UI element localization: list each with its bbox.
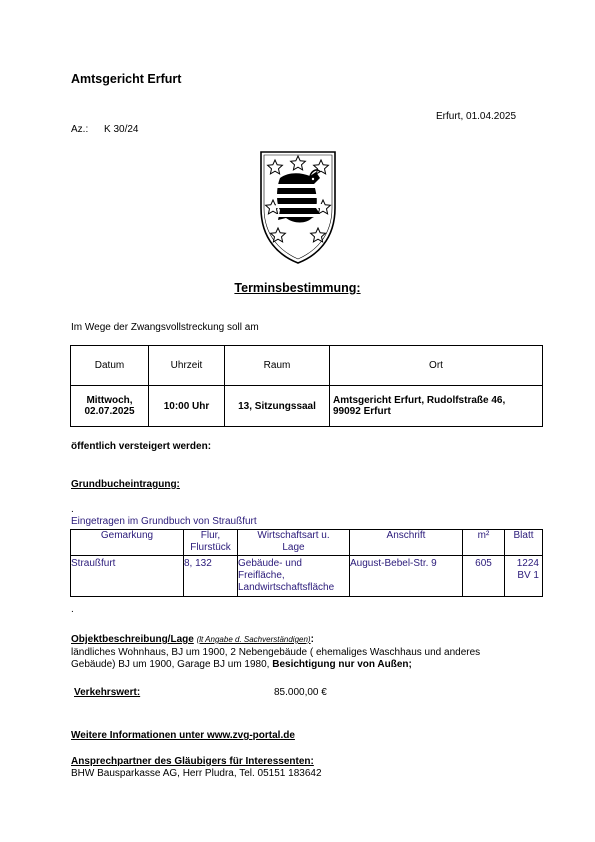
coat-of-arms-icon bbox=[258, 148, 338, 266]
cell-anschrift: August-Bebel-Str. 9 bbox=[350, 556, 463, 597]
table-row bbox=[71, 530, 543, 556]
wirtschaftsart-line2: Freifläche, bbox=[238, 570, 285, 581]
file-number-label: Az.: bbox=[71, 124, 89, 135]
header-ort: Ort bbox=[330, 346, 543, 386]
more-info-link[interactable]: Weitere Informationen unter www.zvg-portal.de bbox=[71, 730, 295, 741]
wirtschaftsart-line1: Gebäude- und bbox=[238, 558, 302, 569]
datum-date: 02.07.2025 bbox=[84, 406, 135, 417]
table-row bbox=[71, 346, 543, 386]
cell-qm: 605 bbox=[463, 556, 505, 597]
header-flur-line2: Flurstück bbox=[190, 542, 231, 553]
header-wirtschaftsart bbox=[238, 530, 350, 556]
blatt-line1: 1224 bbox=[516, 558, 539, 569]
auction-notice: öffentlich versteigert werden: bbox=[71, 441, 212, 452]
cell-raum: 13, Sitzungssaal bbox=[225, 386, 330, 427]
object-text-line2: Gebäude) BJ um 1900, Garage BJ um 1980, bbox=[71, 659, 270, 670]
header-qm: m² bbox=[463, 530, 505, 556]
intro-text: Im Wege der Zwangsvollstreckung soll am bbox=[71, 322, 259, 333]
cell-ort bbox=[330, 386, 543, 427]
object-heading-title: Objektbeschreibung/Lage bbox=[71, 634, 194, 645]
header-uhrzeit: Uhrzeit bbox=[149, 346, 225, 386]
cell-datum bbox=[71, 386, 149, 427]
ort-line2: 99092 Erfurt bbox=[333, 406, 391, 417]
market-value-label: Verkehrswert: bbox=[74, 687, 141, 698]
blatt-line2: BV 1 bbox=[517, 570, 539, 581]
cell-uhrzeit: 10:00 Uhr bbox=[149, 386, 225, 427]
contact-text: BHW Bausparkasse AG, Herr Pludra, Tel. 05151 183642 bbox=[71, 768, 322, 779]
cell-flur: 8, 132 bbox=[184, 556, 238, 597]
table-row bbox=[71, 386, 543, 427]
wirtschaftsart-line3: Landwirtschaftsfläche bbox=[238, 582, 335, 593]
header-flur-line1: Flur, bbox=[200, 530, 221, 541]
object-heading-sub: (lt Angabe d. Sachverständigen) bbox=[196, 635, 311, 644]
place-date: Erfurt, 01.04.2025 bbox=[436, 111, 517, 122]
header-raum: Raum bbox=[225, 346, 330, 386]
header-blatt: Blatt bbox=[505, 530, 543, 556]
header-anschrift: Anschrift bbox=[350, 530, 463, 556]
datum-weekday: Mittwoch, bbox=[86, 395, 133, 406]
schedule-table bbox=[70, 345, 543, 427]
land-register-caption: Eingetragen im Grundbuch von Straußfurt bbox=[71, 516, 257, 527]
file-number-value: K 30/24 bbox=[104, 124, 139, 135]
header-wirtschaftsart-line1: Wirtschaftsart u. bbox=[257, 530, 330, 541]
land-register-heading: Grundbucheintragung: bbox=[71, 479, 180, 490]
header-datum: Datum bbox=[71, 346, 149, 386]
object-text-bold: Besichtigung nur von Außen; bbox=[272, 659, 412, 670]
contact-heading: Ansprechpartner des Gläubigers für Interessenten: bbox=[71, 756, 314, 767]
header-wirtschaftsart-line2: Lage bbox=[282, 542, 305, 553]
cell-gemarkung: Straußfurt bbox=[71, 556, 184, 597]
object-description-text bbox=[71, 647, 531, 671]
cell-wirtschaftsart bbox=[238, 556, 350, 597]
court-name: Amtsgericht Erfurt bbox=[71, 72, 182, 86]
ort-line1: Amtsgericht Erfurt, Rudolfstraße 46, bbox=[333, 395, 506, 406]
table-row bbox=[71, 556, 543, 597]
page-title: Terminsbestimmung: bbox=[234, 281, 361, 295]
separator-dot: . bbox=[71, 604, 74, 615]
object-description-heading bbox=[71, 634, 314, 645]
land-register-table bbox=[70, 529, 543, 597]
object-text-line1: ländliches Wohnhaus, BJ um 1900, 2 Nebengebäude ( ehemaliges Waschhaus und anderes bbox=[71, 647, 481, 658]
object-heading-colon: : bbox=[310, 634, 314, 645]
header-flur bbox=[184, 530, 238, 556]
header-gemarkung: Gemarkung bbox=[71, 530, 184, 556]
cell-blatt bbox=[505, 556, 543, 597]
market-value: 85.000,00 € bbox=[274, 687, 327, 698]
separator-dot: . bbox=[71, 504, 74, 515]
